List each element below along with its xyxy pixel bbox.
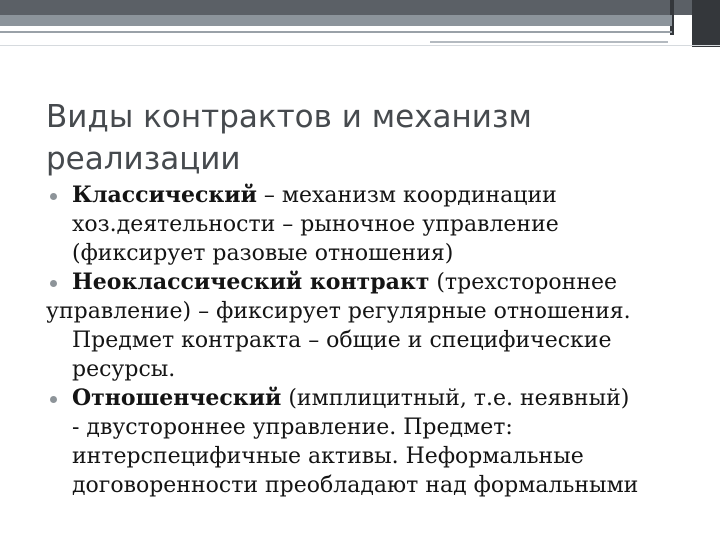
bullet-term: Классический — [72, 182, 257, 208]
slide-title-line-2: реализации — [46, 141, 241, 177]
bullet-text: Предмет контракта – общие и специфические — [72, 328, 612, 353]
bullet-text: (имплицитный, т.е. неявный) — [281, 386, 630, 411]
header-band-gray — [0, 15, 672, 26]
bullet-text: (фиксирует разовые отношения) — [72, 241, 454, 266]
bullet-text: хоз.деятельности – рыночное управление — [72, 212, 559, 237]
bullet-text: (трехстороннее — [429, 270, 618, 295]
bullet-item — [46, 268, 696, 384]
header-rule-thin — [0, 45, 720, 46]
bullet-dot-icon — [50, 280, 57, 287]
bullet-text: интерспецифичные активы. Неформальные — [72, 444, 584, 469]
bullet-term: Отношенческий — [72, 385, 282, 411]
bullet-list — [46, 181, 696, 500]
bullet-item — [46, 384, 696, 500]
slide-title-line-1: Виды контрактов и механизм — [46, 99, 532, 135]
bullet-text: управление) – фиксирует регулярные отношения. — [46, 299, 631, 324]
bullet-term: Неоклассический контракт — [72, 269, 430, 295]
bullet-text: - двустороннее управление. Предмет: — [72, 415, 513, 440]
header-rule — [0, 31, 672, 33]
bullet-text: ресурсы. — [72, 357, 176, 382]
header-rule-short — [430, 41, 668, 43]
bullet-text: договоренности преобладают над формальными — [72, 473, 639, 498]
header-band-dark — [0, 0, 720, 15]
bullet-dot-icon — [50, 396, 57, 403]
bullet-dot-icon — [50, 193, 57, 200]
header-corner-block — [692, 0, 720, 47]
bullet-text: – механизм координации — [256, 183, 557, 208]
slide-title — [46, 96, 686, 180]
bullet-item — [46, 181, 696, 268]
